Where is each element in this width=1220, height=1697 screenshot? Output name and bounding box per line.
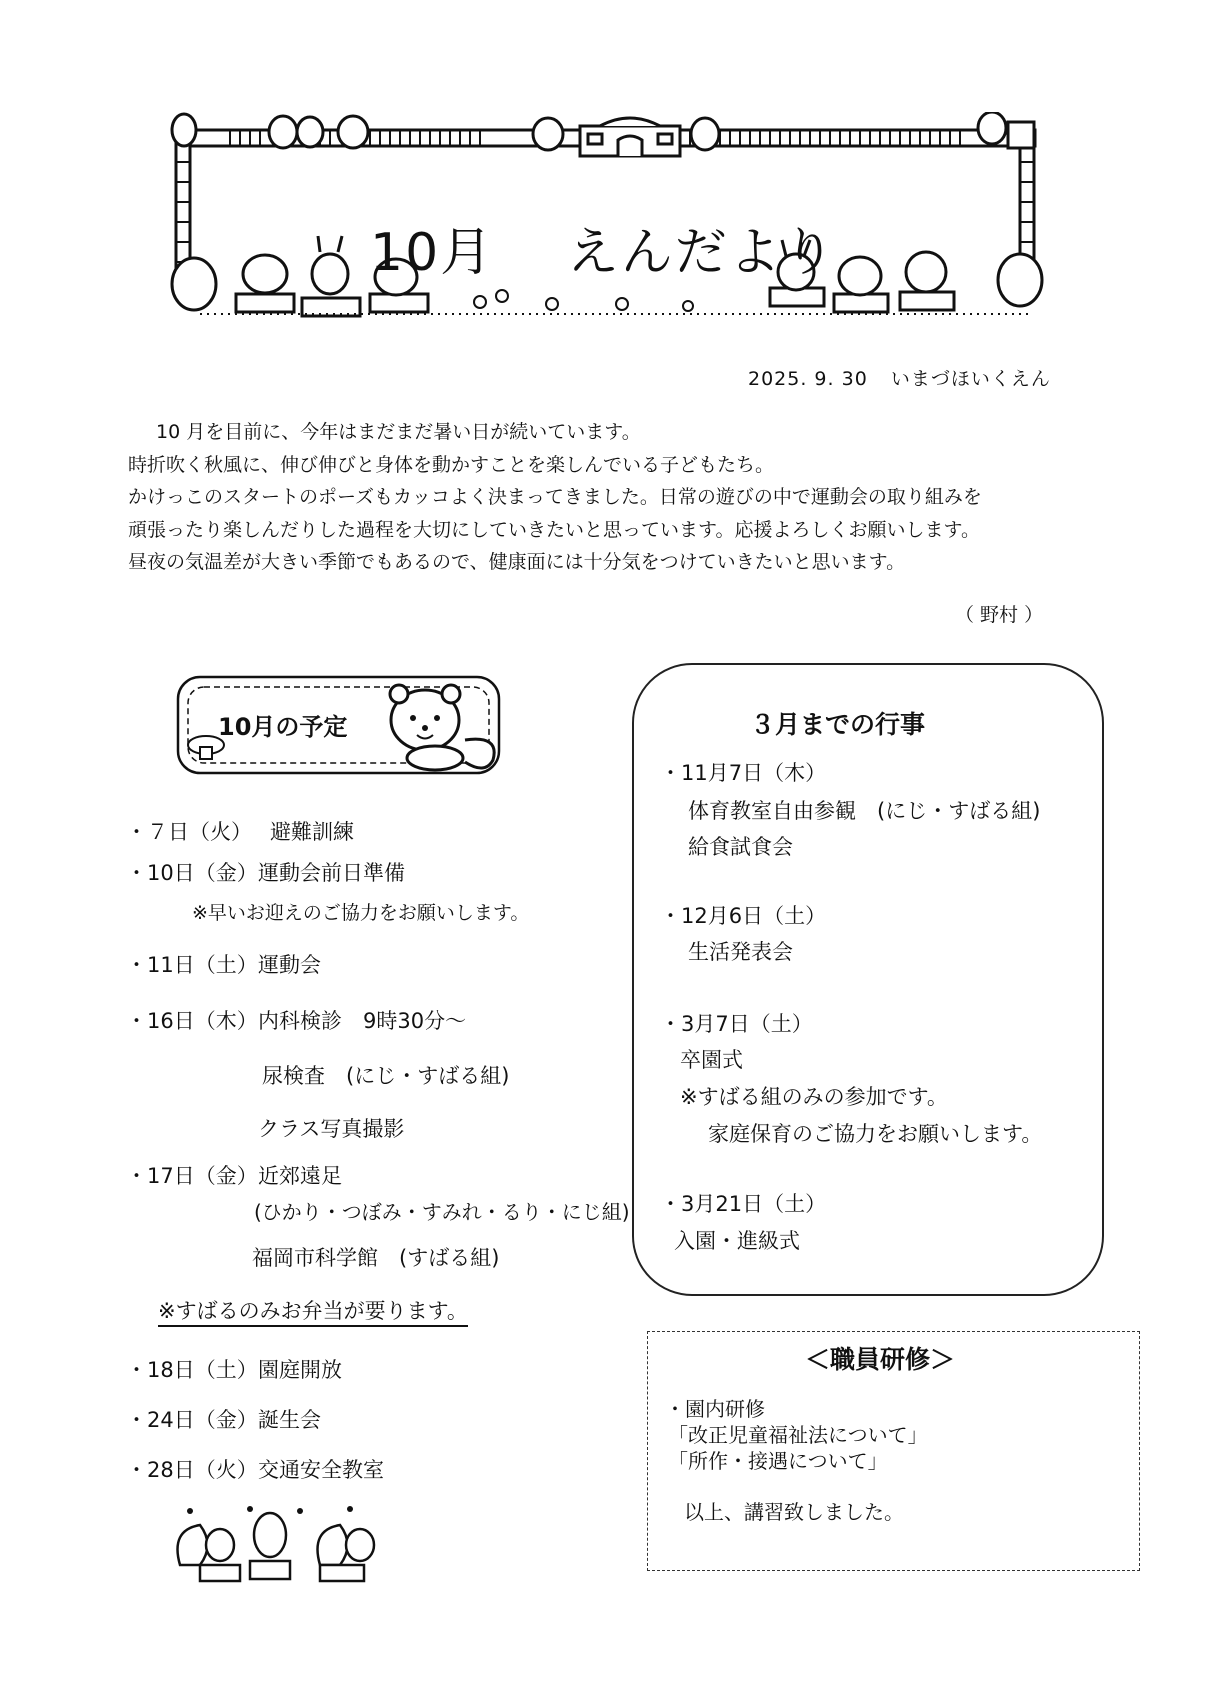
schedule-date: ・28日（火） [126,1458,258,1482]
schedule-subitem: 福岡市科学館 (すばる組) [252,1246,500,1270]
training-line: 以上、講習致しました。 [684,1500,904,1524]
event-date: ・3月7日（土） [660,1012,813,1036]
schedule-item [126,1454,384,1484]
event-date: ・12月6日（土） [660,904,827,928]
training-line: 「改正児童福祉法について」 [668,1423,928,1447]
schedule-text: 内科検診 9時30分～ [258,1009,467,1033]
schedule-item [126,857,405,887]
newsletter-title: 10月 えんだより [370,223,837,283]
schedule-note: ※早いお迎えのご協力をお願いします。 [192,902,530,924]
event-text: 卒園式 [680,1048,743,1072]
schedule-text: 園庭開放 [258,1358,342,1382]
staff-training-title: ＜職員研修＞ [805,1345,956,1374]
event-text: 給食試食会 [688,835,793,859]
schedule-item [126,816,354,846]
intro-paragraph [128,416,1078,579]
schedule-subitem: 尿検査 (にじ・すばる組) [262,1064,510,1088]
event-date: ・3月21日（土） [660,1192,827,1216]
schedule-date: ・16日（木） [126,1009,258,1033]
schedule-date: ・18日（土） [126,1358,258,1382]
intro-line: 10 月を目前に、今年はまだまだ暑い日が続いています。 [156,421,641,443]
bear-illustration [385,680,503,775]
schedule-item [126,1354,342,1384]
schedule-text: 誕生会 [258,1408,321,1432]
issue-date: 2025. 9. 30 [748,368,868,390]
schedule-text: 運動会前日準備 [258,861,405,885]
author-signature: （ 野村 ） [955,604,1044,626]
intro-line: 昼夜の気温差が大きい季節でもあるので、健康面には十分気をつけていきたいと思います。 [128,551,906,573]
schedule-date: ・24日（金） [126,1408,258,1432]
schedule-item [126,1404,321,1434]
schedule-item [126,949,321,979]
schedule-date: ・11日（土） [126,953,258,977]
schedule-text: 運動会 [258,953,321,977]
schedule-subitem: (ひかり・つぼみ・すみれ・るり・にじ組) [254,1200,630,1224]
event-text: 生活発表会 [688,940,793,964]
schedule-date: ・10日（金） [126,861,258,885]
schedule-subitem: クラス写真撮影 [258,1117,405,1141]
intro-line: 時折吹く秋風に、伸び伸びと身体を動かすことを楽しんでいる子どもたち。 [128,453,775,476]
intro-line: かけっこのスタートのポーズもカッコよく決まってきました。日常の遊びの中で運動会の取り組みを [128,486,982,508]
schedule-text: 近郊遠足 [258,1164,342,1188]
squirrels-illustration [170,1505,380,1585]
event-text: 体育教室自由参観 (にじ・すばる組) [688,799,1041,823]
schedule-text: 交通安全教室 [258,1458,384,1482]
schedule-note-underlined: ※すばるのみお弁当が要ります。 [158,1295,468,1327]
schedule-text: 避難訓練 [270,820,354,844]
school-name: いまづほいくえん [890,368,1051,390]
event-date: ・11月7日（木） [660,761,827,785]
schedule-date: ・７日（火） [126,820,252,844]
date-line [748,364,1051,391]
event-note: ※すばる組のみの参加です。 [680,1085,948,1109]
schedule-date: ・17日（金） [126,1164,258,1188]
events-title: ３月までの行事 [750,710,926,739]
schedule-item [126,1005,466,1035]
intro-line: 頑張ったり楽しんだりした過程を大切にしていきたいと思っています。応援よろしくお願いします。 [128,518,980,541]
event-text: 入園・進級式 [674,1229,800,1253]
event-note: 家庭保育のご協力をお願いします。 [708,1122,1043,1146]
october-schedule-title: 10月の予定 [218,713,348,741]
training-line: 「所作・接遇について」 [668,1449,888,1473]
schedule-item [126,1160,342,1190]
training-line: ・園内研修 [665,1397,765,1421]
